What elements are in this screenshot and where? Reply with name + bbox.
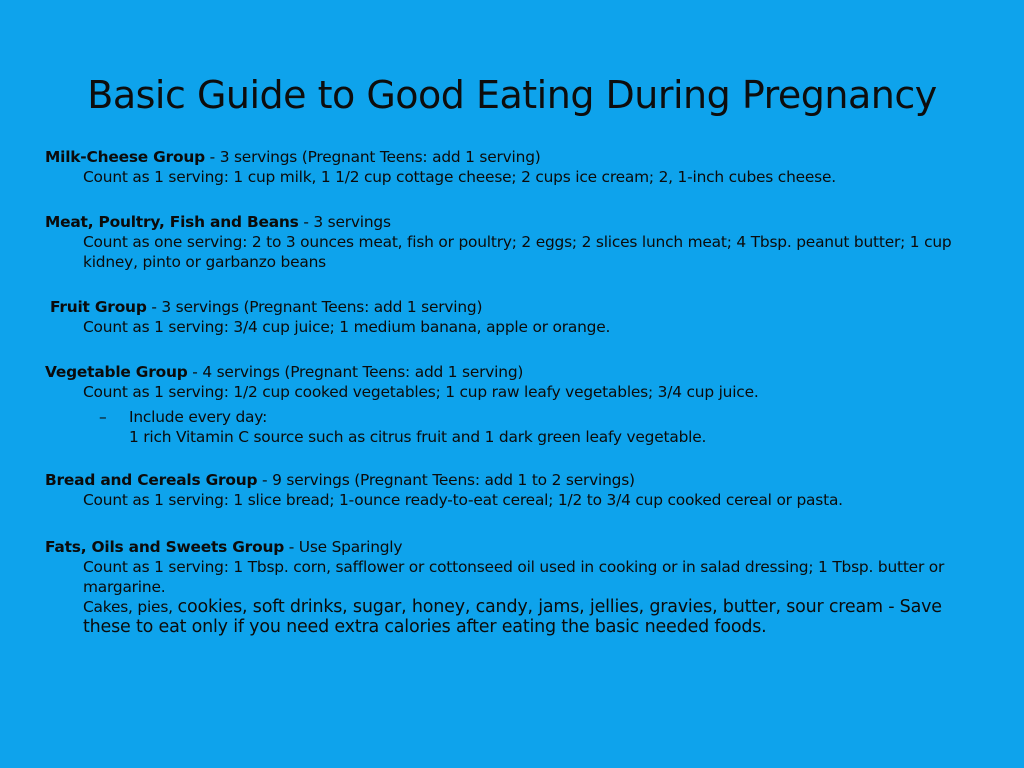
group-fats-oils-sweets: [45, 537, 975, 637]
group-serving-text: Count as one serving: 2 to 3 ounces meat, fish or poultry; 2 eggs; 2 slices lunch meat; 4 Tbsp. peanut butter; 1 cup kidney, pinto or garbanzo beans: [83, 233, 952, 271]
sweets-note-rest: cookies, soft drinks, sugar, honey, candy, jams, jellies, gravies, butter, sour cream - Save these to eat only if you need extra calories after eating the basic needed foods.: [83, 597, 942, 637]
group-detail: - 3 servings: [298, 213, 391, 231]
sweets-note-lead: Cakes, pies,: [83, 598, 178, 616]
group-heading: [45, 470, 975, 490]
group-serving-text: Count as 1 serving: 1 Tbsp. corn, safflower or cottonseed oil used in cooking or in salad dressing; 1 Tbsp. butter or margarine.: [83, 558, 945, 596]
dash-bullet: –: [99, 408, 107, 426]
group-serving-text: Count as 1 serving: 1 slice bread; 1-ounce ready-to-eat cereal; 1/2 to 3/4 cup cooked cereal or pasta.: [83, 491, 843, 509]
group-heading: [45, 362, 975, 382]
group-serving-text: Count as 1 serving: 3/4 cup juice; 1 medium banana, apple or orange.: [83, 318, 611, 336]
slide-content: [45, 147, 975, 637]
group-serving-text: Count as 1 serving: 1/2 cup cooked vegetables; 1 cup raw leafy vegetables; 3/4 cup juice.: [83, 383, 759, 401]
group-heading: [45, 147, 975, 167]
slide-title: Basic Guide to Good Eating During Pregnancy: [87, 73, 937, 117]
group-heading: [45, 212, 975, 232]
group-fruit: [45, 297, 975, 337]
group-detail: - 3 servings (Pregnant Teens: add 1 serving): [146, 298, 483, 316]
group-vegetable: [45, 362, 975, 447]
group-name: Milk-Cheese Group: [45, 148, 205, 166]
group-milk-cheese: [45, 147, 975, 187]
sub-bullet-line: Include every day:: [129, 408, 268, 426]
group-meat-poultry-fish-beans: [45, 212, 975, 272]
group-name: Fats, Oils and Sweets Group: [45, 538, 285, 556]
group-heading: [45, 537, 975, 557]
group-heading: [45, 297, 975, 317]
group-name: Meat, Poultry, Fish and Beans: [45, 213, 299, 231]
group-serving-text: Count as 1 serving: 1 cup milk, 1 1/2 cup cottage cheese; 2 cups ice cream; 2, 1-inch cubes cheese.: [83, 168, 836, 186]
group-detail: - 4 servings (Pregnant Teens: add 1 serving): [187, 363, 524, 381]
group-detail: - 9 servings (Pregnant Teens: add 1 to 2 servings): [257, 471, 635, 489]
group-name: Bread and Cereals Group: [45, 471, 258, 489]
sub-bullet-line: 1 rich Vitamin C source such as citrus fruit and 1 dark green leafy vegetable.: [129, 428, 707, 446]
group-detail: - Use Sparingly: [284, 538, 403, 556]
group-name: Vegetable Group: [45, 363, 188, 381]
group-bread-cereals: [45, 470, 975, 510]
group-sweets-note: [45, 597, 975, 637]
sub-bullet-item: [45, 407, 975, 447]
group-name: Fruit Group: [50, 298, 147, 316]
group-detail: - 3 servings (Pregnant Teens: add 1 serving): [204, 148, 541, 166]
